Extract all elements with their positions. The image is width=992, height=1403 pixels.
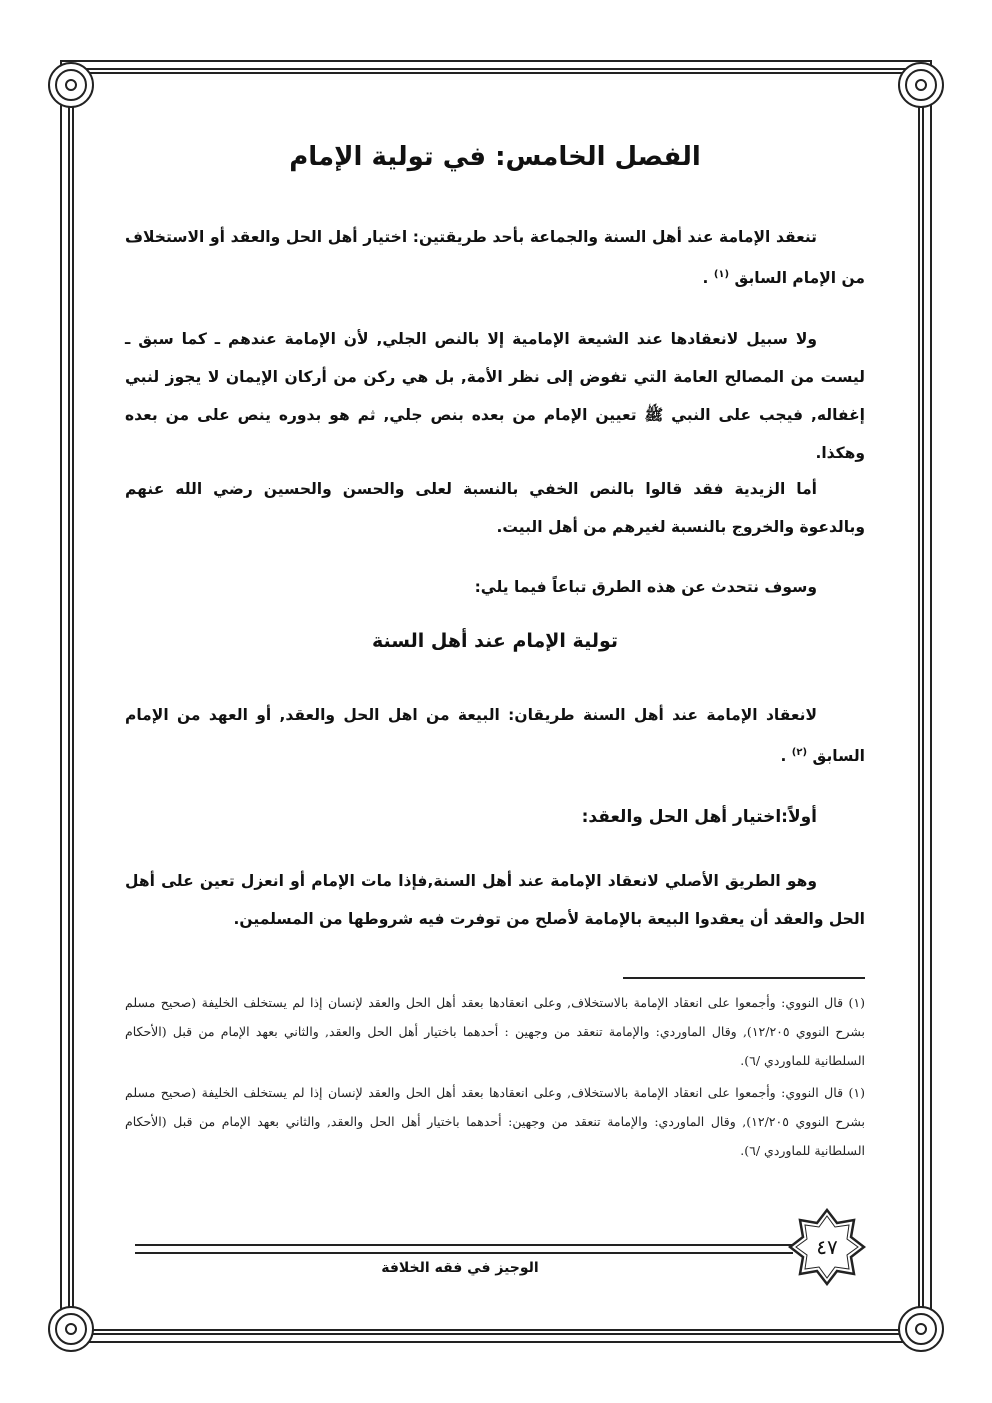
- footnote: (١) قال النووي: وأجمعوا على انعقاد الإمامة بالاستخلاف, وعلى انعقادها بعقد أهل الحل والعقد لإنسان إذا لم يستخلف الخليفة (صحيح مسلم بشرح النووي ١٢/٢٠٥), وقال الماوردي: والإمامة تنعقد من وجهين: أحدهما باختيار أهل الحل والعقد, والثاني بعهد الإمام من قبل (الأحكام السلطانية للماوردي /٦).: [125, 1085, 866, 1158]
- paragraph-end: .: [702, 269, 709, 288]
- paragraph: وهو الطريق الأصلي لانعقاد الإمامة عند أهل السنة,فإذا مات الإمام أو انعزل تعين على أهل الحل والعقد أن يعقدوا البيعة بالإمامة لأصلح من توفرت فيه شروطها من المسلمين.: [125, 872, 865, 928]
- footnotes: [125, 988, 865, 1168]
- page-number: ٤٧: [816, 1235, 838, 1259]
- corner-ornament-icon: [898, 62, 944, 108]
- footer-rule: [135, 1244, 793, 1254]
- section-title: تولية الإمام عند أهل السنة: [371, 630, 619, 652]
- paragraph: أما الزيدية فقد قالوا بالنص الخفي بالنسبة لعلى والحسن والحسين رضي الله عنهم وبالدعوة والخروج بالنسبة لغيرهم من أهل البيت.: [125, 480, 865, 536]
- sub-heading: أولاً:اختيار أهل الحل والعقد:: [581, 807, 817, 827]
- paragraph: [125, 218, 865, 297]
- paragraph-end: .: [780, 747, 787, 766]
- page-content: [125, 130, 866, 1158]
- corner-ornament-icon: [48, 1306, 94, 1352]
- page-number-badge: [788, 1208, 866, 1286]
- paragraph: [125, 696, 865, 775]
- paragraph-text: تنعقد الإمامة عند أهل السنة والجماعة بأحد طريقتين: اختيار أهل الحل والعقد أو الاستخلاف من الإمام السابق: [125, 228, 865, 288]
- corner-ornament-icon: [898, 1306, 944, 1352]
- footnote: (١) قال النووي: وأجمعوا على انعقاد الإمامة بالاستخلاف, وعلى انعقادها بعقد أهل الحل والعقد لإنسان إذا لم يستخلف الخليفة (صحيح مسلم بشرح النووي ١٢/٢٠٥), وقال الماوردي: والإمامة تنعقد من وجهين : أحدهما باختيار أهل الحل والعقد, والثاني بعهد الإمام من قبل (الأحكام السلطانية للماوردي /٦).: [125, 995, 865, 1068]
- footnote-separator: [623, 977, 865, 979]
- footnote-reference[interactable]: (١): [713, 269, 730, 280]
- chapter-title: الفصل الخامس: في تولية الإمام: [289, 142, 701, 172]
- book-title: الوجيز في فقه الخلافة: [381, 1260, 539, 1276]
- paragraph-text: لانعقاد الإمامة عند أهل السنة طريقان: البيعة من اهل الحل والعقد, أو العهد من الإمام السابق: [125, 706, 865, 766]
- corner-ornament-icon: [48, 62, 94, 108]
- paragraph: وسوف نتحدث عن هذه الطرق تباعاً فيما يلي:: [474, 578, 817, 596]
- footnote-reference[interactable]: (٢): [791, 747, 808, 758]
- paragraph: ولا سبيل لانعقادها عند الشيعة الإمامية إلا بالنص الجلي, لأن الإمامة عندهم ـ كما سبق ـ ليست من المصالح العامة التي تفوض إلى نظر الأمة, بل هي ركن من أركان الإيمان لا يجوز لنبي إغفاله, فيجب على النبي ﷺ تعيين الإمام من بعده بنص جلي, ثم هو بدوره ينص على من بعده وهكذا.: [125, 330, 865, 462]
